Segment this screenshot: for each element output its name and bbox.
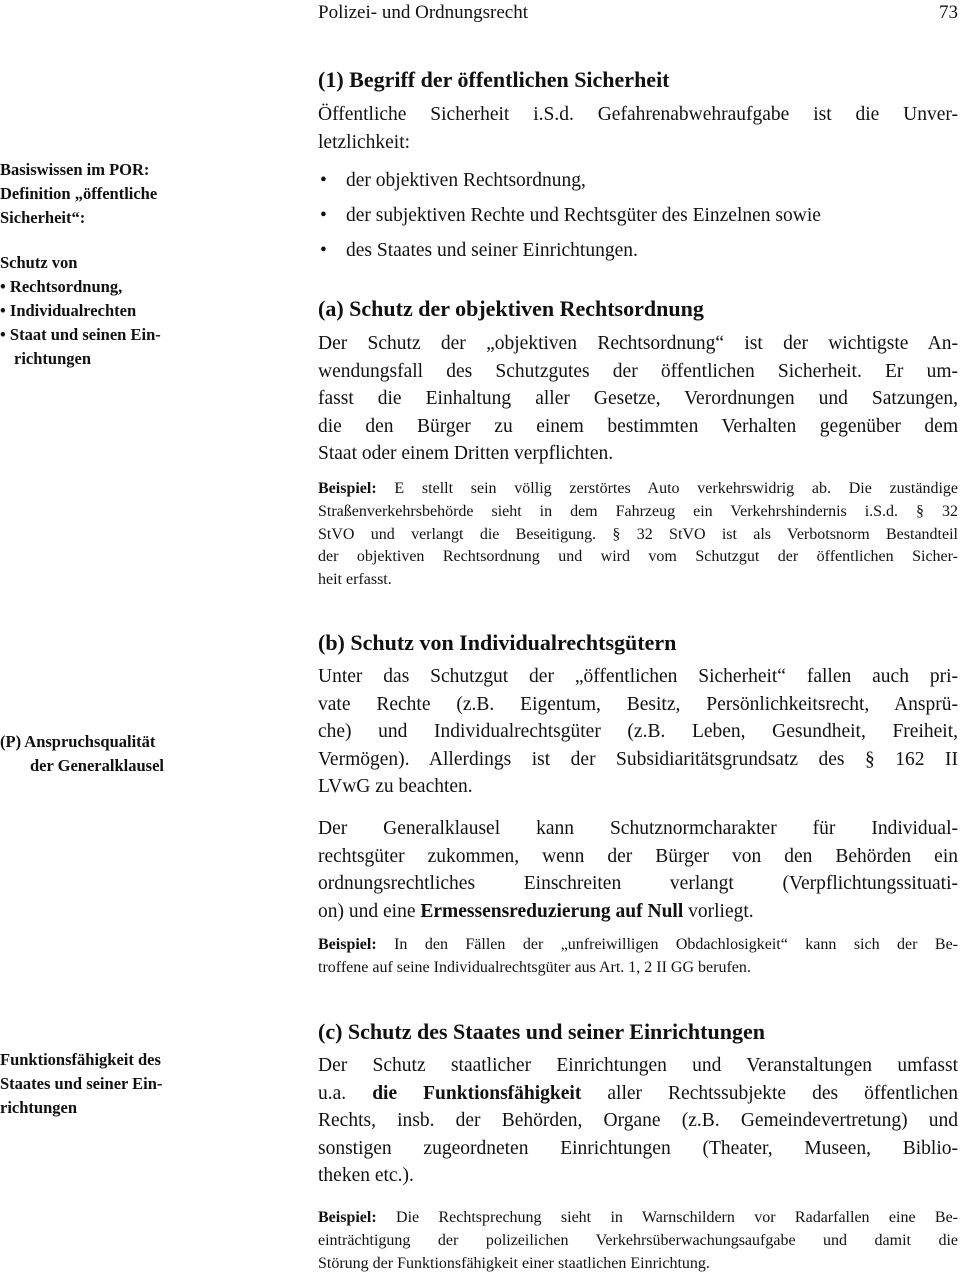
text-line [318, 330, 958, 358]
text-line [0, 323, 205, 347]
text-line [318, 898, 958, 926]
bullet-icon: • [320, 205, 327, 226]
bullet-text: der objektiven Rechtsordnung, [346, 170, 586, 191]
paragraph [318, 1052, 958, 1190]
bullet-text: des Staates und seiner Einrichtungen. [346, 240, 638, 261]
bullet-item [318, 233, 958, 268]
text-line [318, 524, 958, 547]
text: rechtsgüter zukommen, wenn der Bürger von den Behörden ein [318, 845, 958, 867]
text: E stellt sein völlig zerstörtes Auto verkehrswidrig ab. Die zuständige [376, 480, 958, 497]
margin-note-claim-quality [0, 730, 205, 778]
bold-text: die Funktionsfähigkeit [372, 1082, 582, 1104]
text-line [0, 275, 205, 299]
text: on) und eine [318, 900, 421, 922]
text-line [318, 501, 958, 524]
bullet-icon: • [320, 170, 327, 191]
bullet-item [318, 198, 958, 233]
text-line [0, 182, 205, 206]
text-line [318, 358, 958, 386]
text: Der Schutz staatlicher Einrichtungen und Veranstaltungen umfasst [318, 1055, 958, 1076]
bold-text: Beispiel: [318, 936, 377, 953]
text-line [0, 730, 205, 754]
section-heading: (1) Begriff der öffentlichen Sicherheit [318, 67, 670, 92]
text: sonstigen zugeordneten Einrichtungen (Theater, Museen, Biblio- [318, 1137, 958, 1159]
text-line [318, 957, 958, 980]
text-line [318, 691, 958, 719]
text: Störung der Funktionsfähigkeit einer staatlichen Einrichtung. [318, 1254, 710, 1272]
text-line [318, 129, 958, 157]
text: wendungsfall des Schutzgutes der öffentlichen Sicherheit. Er um- [318, 360, 958, 382]
text: Staat oder einem Dritten verpflichten. [318, 443, 614, 465]
text-line [0, 158, 205, 182]
paragraph [318, 815, 958, 925]
text: In den Fällen der „unfreiwilligen Obdachlosigkeit“ kann sich der Be- [376, 936, 958, 953]
text-line [318, 934, 958, 957]
text-line [318, 385, 958, 413]
text-line [318, 815, 958, 843]
text-line [318, 478, 958, 501]
text: Unter das Schutzgut der „öffentlichen Sicherheit“ fallen auch pri- [318, 666, 958, 687]
text: Öffentliche Sicherheit i.S.d. Gefahrenabwehraufgabe ist die Unver- [318, 104, 958, 125]
text: Der Schutz der „objektiven Rechtsordnung“ ist der wichtigste An- [318, 333, 958, 354]
example-box [318, 478, 958, 592]
text-line [318, 746, 958, 774]
text: StVO und verlangt die Beseitigung. § 32 StVO ist als Verbotsnorm Bestandteil [318, 525, 958, 543]
text-line [318, 440, 958, 468]
text-line [0, 206, 205, 230]
text: theken etc.). [318, 1165, 414, 1187]
text-line [0, 754, 205, 778]
text: • Rechtsordnung, [0, 277, 123, 296]
text: letzlichkeit: [318, 131, 411, 153]
bold-text: Beispiel: [318, 1209, 377, 1226]
example-box [318, 1207, 958, 1275]
text: Basiswissen im POR: [0, 160, 150, 179]
example-box [318, 934, 958, 980]
text: u.a. [318, 1082, 373, 1104]
text-line [318, 843, 958, 871]
page-number: 73 [939, 2, 958, 23]
text: aller Rechtssubjekte des öffentlichen [581, 1082, 958, 1104]
text: troffene auf seine Individualrechtsgüter aus Art. 1, 2 II GG berufen. [318, 958, 751, 976]
text-line [318, 870, 958, 898]
text: heit erfasst. [318, 571, 392, 589]
text-line [0, 347, 205, 371]
text: der objektiven Rechtsordnung und wird vom Schutzgut der öffentlichen Sicher- [318, 548, 958, 566]
paragraph [318, 101, 958, 156]
text-line [0, 1072, 205, 1096]
text-line [318, 546, 958, 569]
text: Die Rechtsprechung sieht in Warnschildern vor Radarfallen eine Be- [376, 1209, 958, 1226]
margin-note-functionality [0, 1048, 205, 1120]
margin-note-protection [0, 251, 205, 371]
bullet-item [318, 163, 958, 198]
text-line [318, 718, 958, 746]
text-line [318, 1135, 958, 1163]
text-line [318, 1253, 958, 1275]
text-line [318, 569, 958, 592]
text: vate Rechte (z.B. Eigentum, Besitz, Persönlichkeitsrecht, Ansprü- [318, 693, 958, 715]
text: Schutz von [0, 253, 78, 272]
text-line [318, 413, 958, 441]
text-line [318, 663, 958, 691]
text-line [318, 101, 958, 129]
text-line [318, 773, 958, 801]
text: che) und Individualrechtsgüter (z.B. Leben, Gesundheit, Freiheit, [318, 721, 958, 743]
paragraph [318, 663, 958, 801]
section-heading: (b) Schutz von Individualrechtsgütern [318, 630, 677, 655]
text: Rechts, insb. der Behörden, Organe (z.B. Gemeindevertretung) und [318, 1110, 958, 1132]
text-line [318, 1230, 958, 1253]
bullet-text: der subjektiven Rechte und Rechtsgüter des Einzelnen sowie [346, 205, 821, 226]
text: der Generalklausel [30, 756, 164, 775]
text: Der Generalklausel kann Schutznormcharakter für Individual- [318, 818, 958, 839]
text: richtungen [0, 1098, 78, 1117]
bold-text: Beispiel: [318, 480, 377, 497]
text-line [318, 1107, 958, 1135]
text: Staates und seiner Ein- [0, 1074, 163, 1093]
text: • Staat und seinen Ein- [0, 325, 161, 344]
section-heading: (c) Schutz des Staates und seiner Einrichtungen [318, 1019, 765, 1044]
text: vorliegt. [683, 900, 754, 922]
text: (P) Anspruchsqualität [0, 732, 156, 751]
running-title: Polizei- und Ordnungsrecht [318, 2, 529, 23]
text-line [318, 1162, 958, 1190]
margin-note-basics [0, 158, 205, 230]
text: Definition „öffentliche [0, 184, 158, 203]
text: ordnungsrechtliches Einschreiten verlangt (Verpflichtungssituati- [318, 873, 958, 895]
paragraph [318, 330, 958, 468]
text: richtungen [14, 349, 92, 368]
text: die den Bürger zu einem bestimmten Verhalten gegenüber dem [318, 415, 958, 437]
text: Sicherheit“: [0, 208, 86, 227]
bullet-icon: • [320, 240, 327, 261]
bold-text: Ermessensreduzierung auf Null [420, 900, 684, 922]
text: fasst die Einhaltung aller Gesetze, Verordnungen und Satzungen, [318, 388, 958, 410]
text: Straßenverkehrsbehörde sieht in dem Fahrzeug ein Verkehrshindernis i.S.d. § 32 [318, 502, 958, 520]
text: Vermögen). Allerdings ist der Subsidiaritätsgrundsatz des § 162 II [318, 748, 958, 770]
text-line [0, 299, 205, 323]
text: Funktionsfähigkeit des [0, 1050, 161, 1069]
text-line [0, 251, 205, 275]
text-line [0, 1096, 205, 1120]
text: einträchtigung der polizeilichen Verkehrsüberwachungsaufgabe und damit die [318, 1231, 958, 1249]
text: LVwG zu beachten. [318, 776, 473, 798]
bullet-list [318, 163, 958, 268]
section-heading: (a) Schutz der objektiven Rechtsordnung [318, 296, 704, 321]
text-line [318, 1052, 958, 1080]
text: • Individualrechten [0, 301, 137, 320]
text-line [318, 1207, 958, 1230]
text-line [318, 1080, 958, 1108]
text-line [0, 1048, 205, 1072]
